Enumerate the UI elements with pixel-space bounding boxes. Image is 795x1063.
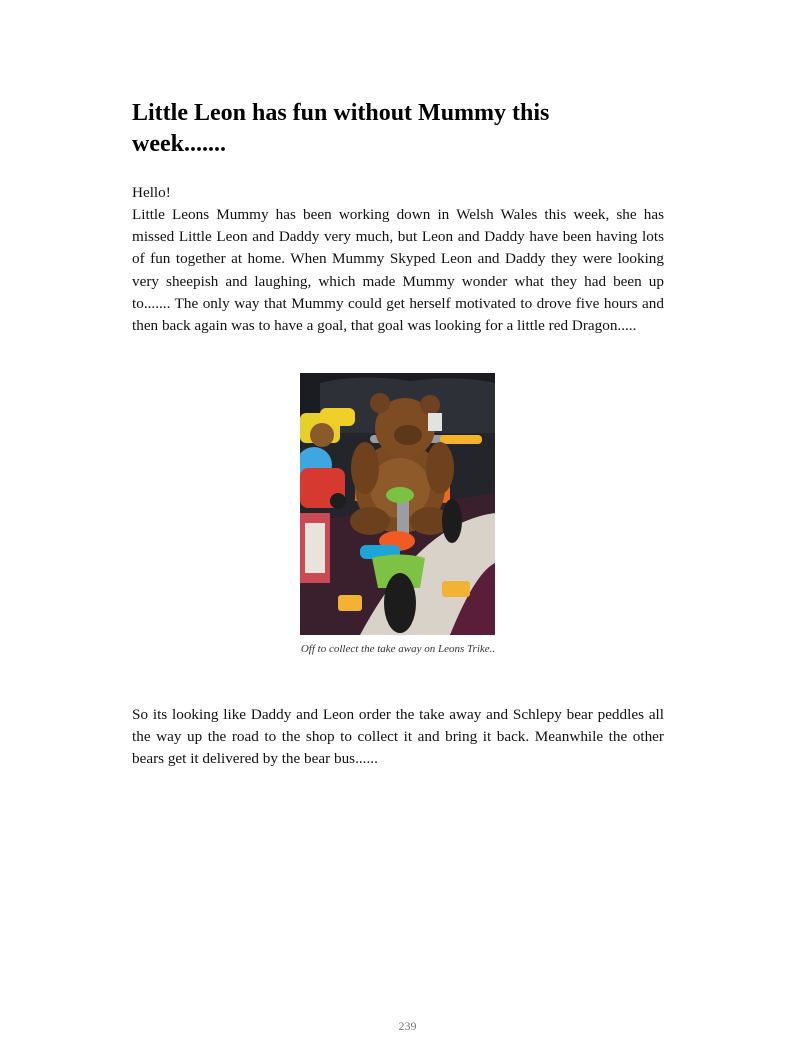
teddy-bear-trike-photo <box>300 373 495 635</box>
greeting-text: Hello! <box>132 184 171 201</box>
page-number: 239 <box>398 1019 417 1033</box>
body-paragraph-1: Little Leons Mummy has been working down in Welsh Wales this week, she has missed Little Leon and Daddy very much, but Leon and Daddy have been having lots of fun together at home. When Mummy Skyped Leon and Daddy they were looking very sheepish and laughing, which made Mummy wonder what they had been up to....... The only way that Mummy could get herself motivated to drove five hours and then back again was to have a goal, that goal was looking for a little red Dragon..... <box>132 206 664 335</box>
photo-caption: Off to collect the take away on Leons Trike.. <box>300 643 496 655</box>
page-title: Little Leon has fun without Mummy this week....... <box>132 100 550 157</box>
body-paragraph-2: So its looking like Daddy and Leon order the take away and Schlepy bear peddles all the way up the road to the shop to collect it and bring it back. Meanwhile the other bears get it delivered by the bear bus...... <box>132 706 664 768</box>
